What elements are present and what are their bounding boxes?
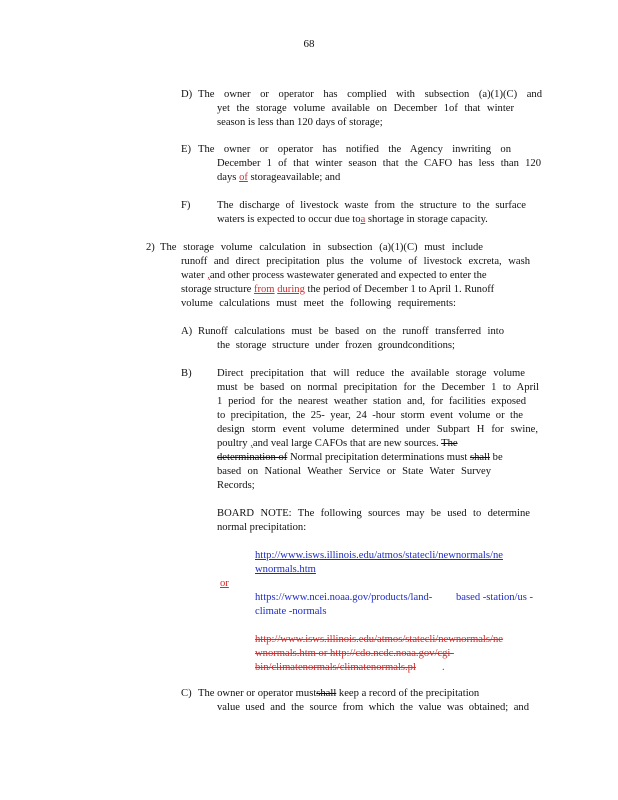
page-number: 68: [303, 38, 315, 50]
item-f-label: F): [181, 200, 191, 211]
inserted-or: or: [220, 578, 229, 589]
section-2-line5: volume calculations must meet the following requirements:: [181, 298, 456, 309]
item-b-line5: design storm event volume determined under Subpart H for swine,: [217, 424, 538, 435]
deleted-text: The: [441, 438, 458, 449]
ncei-link-end[interactable]: climate -normals: [255, 606, 327, 617]
ncei-link-cont[interactable]: based -station/us -: [456, 592, 534, 603]
item-a-line2: the storage structure under frozen groundconditions;: [217, 340, 455, 351]
item-d-line1: The owner or operator has complied with subsection (a)(1)(C) and: [198, 89, 542, 100]
item-b-line9: Records;: [217, 480, 255, 491]
deleted-text: shall: [470, 452, 491, 463]
section-2-line3: water ,and other process wastewater generated and expected to enter the: [181, 270, 487, 281]
item-c-label: C): [181, 688, 192, 699]
deleted-text: determination of: [217, 452, 288, 463]
item-e-line2: December 1 of that winter season that the CAFO has less than 120: [217, 158, 541, 169]
item-d-label: D): [181, 89, 193, 100]
isws-link-cont[interactable]: wnormals.htm: [255, 564, 316, 575]
item-e-line1: The owner or operator has notified the Agency inwriting on: [198, 144, 511, 155]
item-c-line1: The owner or operator mustshall keep a record of the precipitation: [198, 688, 480, 699]
board-note-line1: BOARD NOTE: The following sources may be used to determine: [217, 508, 530, 519]
item-d-line3: season is less than 120 days of storage;: [217, 117, 383, 128]
inserted-text: of: [239, 172, 248, 183]
item-e-line3: days of storageavailable; and: [217, 172, 341, 183]
item-b-line1: Direct precipitation that will reduce the available storage volume: [217, 368, 525, 379]
item-b-line8: based on National Weather Service or State Water Survey: [217, 466, 491, 477]
deleted-link-1: http://www.isws.illinois.edu/atmos/statecli/newnormals/ne: [255, 634, 503, 645]
deleted-link-2: wnormals.htm or http://cdo.ncdc.noaa.gov/cgi-: [255, 648, 454, 659]
item-b-line2: must be based on normal precipitation for the December 1 to April: [217, 382, 539, 393]
inserted-text: during: [277, 284, 305, 295]
isws-link[interactable]: http://www.isws.illinois.edu/atmos/statecli/newnormals/ne: [255, 550, 503, 561]
deleted-link-3: bin/climatenormals/climatenormals.pl: [255, 662, 416, 673]
item-e-label: E): [181, 144, 191, 155]
ncei-link[interactable]: https://www.ncei.noaa.gov/products/land-: [255, 592, 433, 603]
board-note-line2: normal precipitation:: [217, 522, 307, 533]
inserted-text: from: [253, 284, 275, 295]
deleted-text: shall: [316, 688, 337, 699]
item-b-line3: 1 period for the nearest weather station and, for facilities exposed: [217, 396, 526, 407]
item-b-line6: poultry ,and veal large CAFOs that are new sources. The: [217, 438, 458, 449]
item-b-label: B): [181, 368, 192, 379]
item-c-line2: value used and the source from which the value was obtained; and: [217, 702, 529, 713]
section-2-label: 2): [146, 242, 155, 253]
section-2-line1: The storage volume calculation in subsection (a)(1)(C) must include: [160, 242, 483, 253]
section-2-line4: storage structure from during the period of December 1 to April 1. Runoff: [181, 284, 495, 295]
item-b-line4: to precipitation, the 25- year, 24 -hour storm event volume or the: [217, 410, 523, 421]
section-2-line2: runoff and direct precipitation plus the volume of livestock excreta, wash: [181, 256, 530, 267]
item-a-line1: Runoff calculations must be based on the runoff transferred into: [198, 326, 504, 337]
deleted-dot: .: [442, 662, 445, 673]
item-f-line2: waters is expected to occur due toa shortage in storage capacity.: [217, 214, 488, 225]
item-f-line1: The discharge of livestock waste from the structure to the surface: [217, 200, 526, 211]
item-a-label: A): [181, 326, 193, 337]
item-d-line2: yet the storage volume available on December 1of that winter: [217, 103, 514, 114]
inserted-text: a: [360, 214, 366, 225]
item-b-line7: determination of Normal precipitation determinations must shall be: [217, 452, 503, 463]
